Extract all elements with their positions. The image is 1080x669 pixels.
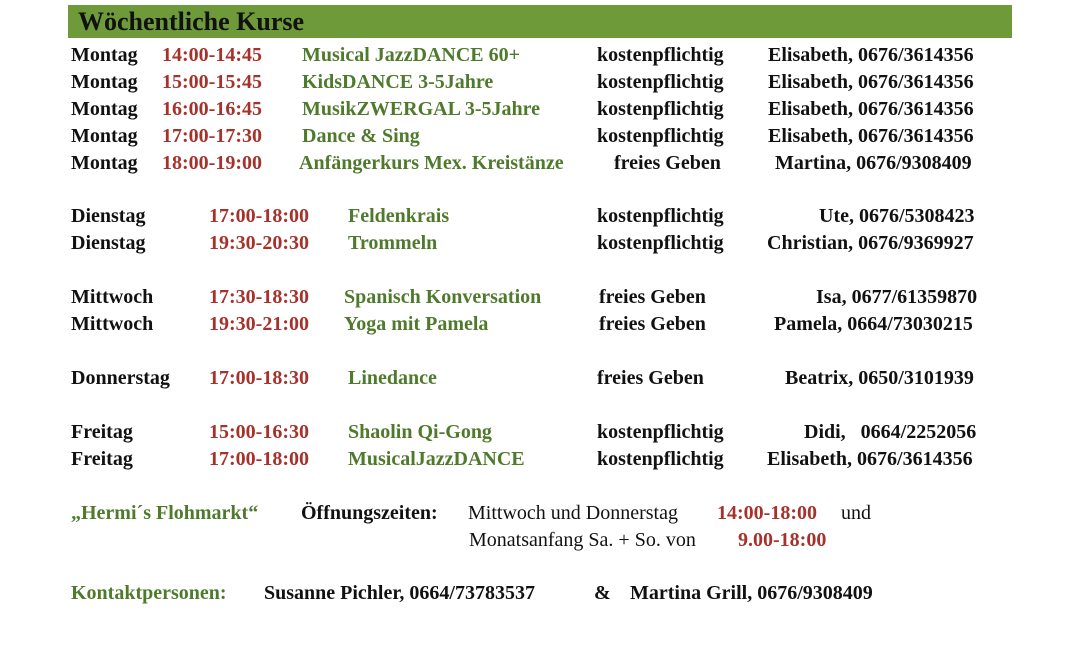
course-time: 17:00-18:00 [209, 205, 309, 227]
course-contact: Christian, 0676/9369927 [767, 232, 974, 254]
course-name: Anfängerkurs Mex. Kreistänze [299, 152, 564, 174]
course-time: 19:30-20:30 [209, 232, 309, 254]
course-time: 17:00-17:30 [162, 125, 262, 147]
course-contact: Ute, 0676/5308423 [819, 205, 975, 227]
course-contact: Martina, 0676/9308409 [775, 152, 972, 174]
course-fee: freies Geben [599, 313, 706, 335]
course-name: Musical JazzDANCE 60+ [302, 44, 521, 66]
flohmarkt-label: Öffnungszeiten: [301, 502, 438, 524]
course-contact: Elisabeth, 0676/3614356 [768, 71, 974, 93]
course-day: Dienstag [71, 232, 146, 254]
course-fee: kostenpflichtig [597, 125, 724, 147]
course-contact: Elisabeth, 0676/3614356 [768, 98, 974, 120]
course-time: 19:30-21:00 [209, 313, 309, 335]
course-row [0, 42, 1080, 69]
course-contact: Elisabeth, 0676/3614356 [768, 125, 974, 147]
kontakt-label: Kontaktpersonen: [71, 582, 227, 604]
course-day: Montag [71, 98, 138, 120]
course-fee: kostenpflichtig [597, 205, 724, 227]
course-row [0, 96, 1080, 123]
course-name: Spanisch Konversation [344, 286, 542, 308]
course-row [0, 446, 1080, 473]
course-fee: freies Geben [597, 367, 704, 389]
course-name: Dance & Sing [302, 125, 420, 147]
course-time: 14:00-14:45 [162, 44, 262, 66]
course-day: Montag [71, 71, 138, 93]
page-title: Wöchentliche Kurse [78, 7, 305, 36]
course-day: Mittwoch [71, 286, 154, 308]
course-fee: kostenpflichtig [597, 98, 724, 120]
course-day: Freitag [71, 421, 133, 443]
course-row [0, 150, 1080, 177]
course-fee: kostenpflichtig [597, 71, 724, 93]
flohmarkt-weekend: Monatsanfang Sa. + So. von [469, 529, 696, 551]
course-name: Yoga mit Pamela [344, 313, 489, 335]
course-name: Shaolin Qi-Gong [348, 421, 492, 443]
course-day: Dienstag [71, 205, 146, 227]
course-day: Donnerstag [71, 367, 170, 389]
course-fee: freies Geben [614, 152, 721, 174]
course-day: Freitag [71, 448, 133, 470]
course-time: 17:30-18:30 [209, 286, 309, 308]
course-row [0, 123, 1080, 150]
course-time: 15:00-16:30 [209, 421, 309, 443]
course-row [0, 311, 1080, 338]
course-name: Trommeln [348, 232, 438, 254]
course-fee: kostenpflichtig [597, 448, 724, 470]
course-name: KidsDANCE 3-5Jahre [302, 71, 494, 93]
course-contact: Pamela, 0664/73030215 [774, 313, 973, 335]
course-time: 16:00-16:45 [162, 98, 262, 120]
course-name: MusikZWERGAL 3-5Jahre [302, 98, 540, 120]
course-fee: kostenpflichtig [597, 232, 724, 254]
course-time: 18:00-19:00 [162, 152, 262, 174]
header-bar [68, 5, 1012, 38]
course-day: Montag [71, 125, 138, 147]
course-name: Feldenkrais [348, 205, 450, 227]
kontakt-separator: & [594, 582, 611, 604]
course-time: 15:00-15:45 [162, 71, 262, 93]
flohmarkt-weekend-time: 9.00-18:00 [738, 529, 827, 551]
course-row [0, 230, 1080, 257]
course-row [0, 69, 1080, 96]
course-day: Mittwoch [71, 313, 154, 335]
course-time: 17:00-18:00 [209, 448, 309, 470]
course-name: MusicalJazzDANCE [348, 448, 525, 470]
course-fee: kostenpflichtig [597, 44, 724, 66]
course-contact: Beatrix, 0650/3101939 [785, 367, 974, 389]
course-row [0, 365, 1080, 392]
course-time: 17:00-18:30 [209, 367, 309, 389]
course-row [0, 284, 1080, 311]
flohmarkt-name: „Hermi´s Flohmarkt“ [71, 502, 259, 524]
course-contact: Elisabeth, 0676/3614356 [768, 44, 974, 66]
flohmarkt-days: Mittwoch und Donnerstag [468, 502, 678, 524]
kontakt-person-1: Susanne Pichler, 0664/73783537 [264, 582, 535, 604]
kontakt-person-2: Martina Grill, 0676/9308409 [630, 582, 873, 604]
course-contact: Didi, 0664/2252056 [804, 421, 977, 443]
course-fee: kostenpflichtig [597, 421, 724, 443]
course-day: Montag [71, 44, 138, 66]
course-fee: freies Geben [599, 286, 706, 308]
course-row [0, 203, 1080, 230]
flohmarkt-time: 14:00-18:00 [717, 502, 817, 524]
course-contact: Isa, 0677/61359870 [816, 286, 978, 308]
course-day: Montag [71, 152, 138, 174]
course-row [0, 419, 1080, 446]
course-name: Linedance [348, 367, 437, 389]
flohmarkt-suffix: und [841, 502, 871, 524]
course-contact: Elisabeth, 0676/3614356 [767, 448, 973, 470]
